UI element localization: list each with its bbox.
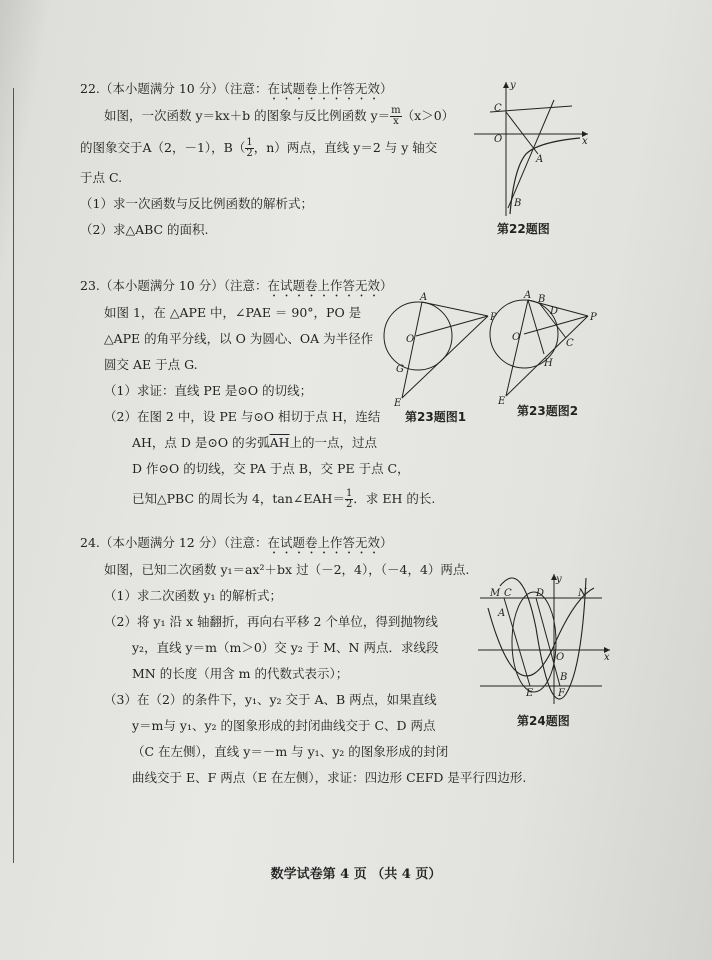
- svg-text:A: A: [420, 292, 428, 303]
- q23-figure-2: [484, 288, 604, 412]
- q22-fraction-half: [245, 138, 253, 159]
- q24-part3d: 曲线交于 E、F 两点（E 在左侧），求证：四边形 CEFD 是平行四边形.: [132, 770, 527, 785]
- q24-header-end: ）: [380, 535, 393, 550]
- svg-text:A: A: [524, 290, 532, 301]
- q24-part2c: MN 的长度（用含 m 的代数式表示）；: [132, 666, 349, 681]
- q23-header: 23.（本小题满分 10 分）（注意：: [80, 278, 268, 293]
- svg-text:G: G: [396, 364, 404, 375]
- q22-line3: 于点 C.: [80, 170, 123, 185]
- question-24: [80, 530, 526, 791]
- q22-header-end: ）: [380, 81, 393, 96]
- q24-part1: （1）求二次函数 y₁ 的解析式；: [104, 588, 282, 603]
- svg-text:E: E: [498, 396, 506, 407]
- q23-frac-num: 1: [345, 488, 353, 499]
- svg-text:C: C: [494, 103, 502, 114]
- q23-header-end: ）: [380, 278, 393, 293]
- q23-figure-1: [380, 290, 500, 414]
- margin-line: [13, 88, 14, 863]
- svg-text:O: O: [556, 652, 565, 663]
- svg-text:F: F: [558, 688, 565, 699]
- svg-text:P: P: [590, 312, 597, 323]
- svg-text:x: x: [604, 652, 610, 663]
- svg-text:y: y: [556, 574, 562, 585]
- q23-part2b: AH，点 D 是⊙O 的劣弧: [132, 435, 270, 450]
- q22-frac2-den: 2: [246, 148, 253, 159]
- svg-text:C: C: [504, 588, 512, 599]
- q22-part1: （1）求一次函数与反比例函数的解析式；: [80, 196, 313, 211]
- svg-text:O: O: [494, 134, 503, 145]
- q23-part2d-end: ．求 EH 的长.: [353, 491, 436, 506]
- q23-line2: △APE 的角平分线，以 O 为圆心、OA 为半径作: [104, 331, 374, 346]
- q23-line3: 圆交 AE 于点 G.: [104, 357, 198, 372]
- q24-part3c: （C 在左侧），直线 y＝－m 与 y₁、y₂ 的图象形成的封闭: [132, 744, 449, 759]
- q24-graph: [474, 568, 614, 708]
- q22-fraction-m-x: [390, 106, 401, 127]
- svg-text:D: D: [536, 588, 545, 599]
- svg-text:O: O: [406, 334, 415, 345]
- q24-part2a: （2）将 y₁ 沿 x 轴翻折，再向右平移 2 个单位，得到抛物线: [104, 614, 438, 629]
- q22-line2: 的图象交于A（2，－1），B（: [80, 140, 246, 155]
- svg-text:B: B: [538, 294, 546, 305]
- q22-frac-den: x: [393, 116, 399, 127]
- q23-part2d: 已知△PBC 的周长为 4，tan∠EAH＝: [132, 491, 345, 506]
- q22-frac2-num: 1: [246, 137, 253, 148]
- q22-caption: 第22题图: [497, 222, 550, 236]
- svg-text:O: O: [512, 332, 521, 343]
- q24-part3a: （3）在（2）的条件下，y₁、y₂ 交于 A、B 两点，如果直线: [104, 692, 437, 707]
- q22-line1: 如图，一次函数 y＝kx＋b 的图象与反比例函数 y＝: [104, 108, 391, 123]
- q22-header-note: 在试题卷上作答无效: [267, 81, 380, 96]
- q23-part2c: D 作⊙O 的切线，交 PA 于点 B，交 PE 于点 C，: [132, 461, 410, 476]
- svg-text:E: E: [394, 398, 402, 409]
- q23-part2a: （2）在图 2 中，设 PE 与⊙O 相切于点 H，连结: [104, 409, 381, 424]
- q23-part2b-end: 上的一点，过点: [289, 435, 378, 450]
- svg-text:H: H: [544, 358, 553, 369]
- q24-part2b: y₂，直线 y＝m（m＞0）交 y₂ 于 M、N 两点．求线段: [132, 640, 439, 655]
- q22-part2: （2）求△ABC 的面积.: [80, 222, 209, 237]
- q23-graph-1: [380, 290, 500, 410]
- svg-text:x: x: [582, 136, 588, 147]
- q24-line1: 如图，已知二次函数 y₁＝ax²＋bx 过（－2，4），（－4，4）两点.: [104, 562, 470, 577]
- q23-caption-1: 第23题图1: [405, 410, 467, 424]
- svg-text:C: C: [566, 338, 574, 349]
- q24-header-note: 在试题卷上作答无效: [267, 535, 380, 550]
- svg-text:D: D: [550, 306, 559, 317]
- q23-part1: （1）求证：直线 PE 是⊙O 的切线；: [104, 383, 313, 398]
- q24-header: 24.（本小题满分 12 分）（注意：: [80, 535, 268, 550]
- svg-text:E: E: [526, 688, 534, 699]
- q24-caption: 第24题图: [517, 714, 570, 728]
- q24-part3b: y＝m与 y₁、y₂ 的图象形成的封闭曲线交于 C、D 两点: [132, 718, 436, 733]
- svg-text:M: M: [490, 588, 501, 599]
- q22-frac-num: m: [391, 105, 401, 116]
- q24-figure: [474, 568, 614, 712]
- q22-header: 22.（本小题满分 10 分）（注意：: [80, 81, 268, 96]
- q23-caption-2: 第23题图2: [517, 404, 579, 418]
- svg-text:A: A: [498, 608, 506, 619]
- q23-header-note: 在试题卷上作答无效: [267, 278, 380, 293]
- q23-frac-den: 2: [345, 499, 353, 510]
- page-footer: 数学试卷第 4 页 （共 4 页）: [270, 867, 442, 882]
- q22-line1-end: （x＞0）: [401, 108, 455, 123]
- svg-text:P: P: [490, 312, 497, 323]
- q23-graph-2: [484, 288, 604, 408]
- svg-text:A: A: [536, 154, 544, 165]
- svg-text:B: B: [560, 672, 568, 683]
- question-22: [80, 76, 454, 243]
- svg-text:B: B: [514, 198, 522, 209]
- q23-arc-ah: $\overline{AH}$: [269, 435, 290, 450]
- q22-line2-end: ，n）两点，直线 y＝2 与 y 轴交: [253, 140, 438, 155]
- q22-graph: [470, 78, 590, 218]
- svg-text:N: N: [578, 588, 587, 599]
- svg-text:y: y: [510, 80, 516, 91]
- q23-line1: 如图 1，在 △APE 中，∠PAE ＝ 90°，PO 是: [104, 305, 362, 320]
- q22-figure: [470, 78, 590, 222]
